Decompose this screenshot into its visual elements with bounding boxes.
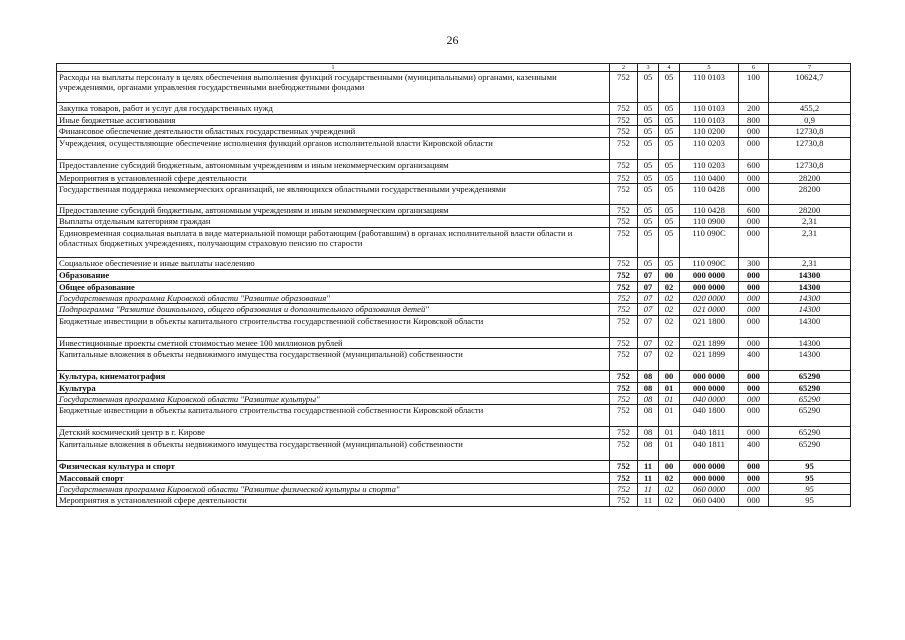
row-code-expense: 000 bbox=[739, 126, 769, 138]
row-code-section: 07 bbox=[638, 293, 659, 304]
row-code-target: 040 1800 bbox=[680, 405, 739, 427]
row-code-subsection: 05 bbox=[659, 115, 680, 126]
table-row bbox=[57, 115, 851, 126]
row-amount: 65290 bbox=[769, 439, 851, 461]
row-name: Мероприятия в установленной сфере деятельности bbox=[57, 173, 610, 184]
row-name: Учреждения, осуществляющие обеспечение исполнения функций органов исполнительной власти Кировской области bbox=[57, 138, 610, 160]
row-amount: 65290 bbox=[769, 383, 851, 394]
row-amount: 65290 bbox=[769, 394, 851, 405]
row-code-target: 000 0000 bbox=[680, 473, 739, 484]
row-code-target: 110 0200 bbox=[680, 126, 739, 138]
row-code-expense: 400 bbox=[739, 439, 769, 461]
row-code-target: 000 0000 bbox=[680, 270, 739, 282]
row-code-section: 05 bbox=[638, 228, 659, 258]
row-code-section: 05 bbox=[638, 173, 659, 184]
row-code-section: 07 bbox=[638, 349, 659, 371]
row-name: Закупка товаров, работ и услуг для государственных нужд bbox=[57, 103, 610, 115]
row-code-ministry: 752 bbox=[610, 258, 638, 270]
row-amount: 14300 bbox=[769, 349, 851, 371]
row-name: Инвестиционные проекты сметной стоимостью менее 100 миллионов рублей bbox=[57, 338, 610, 349]
row-code-target: 000 0000 bbox=[680, 461, 739, 473]
row-amount: 28200 bbox=[769, 184, 851, 205]
row-code-subsection: 05 bbox=[659, 72, 680, 103]
row-amount: 65290 bbox=[769, 427, 851, 439]
table-row bbox=[57, 316, 851, 338]
table-row bbox=[57, 72, 851, 103]
row-code-target: 110 0103 bbox=[680, 103, 739, 115]
budget-table bbox=[56, 63, 851, 507]
row-code-expense: 000 bbox=[739, 394, 769, 405]
row-code-ministry: 752 bbox=[610, 338, 638, 349]
row-name: Общее образование bbox=[57, 282, 610, 293]
row-name: Физическая культура и спорт bbox=[57, 461, 610, 473]
table-row bbox=[57, 258, 851, 270]
row-code-subsection: 02 bbox=[659, 338, 680, 349]
row-code-target: 110 0900 bbox=[680, 216, 739, 228]
row-code-target: 021 1899 bbox=[680, 338, 739, 349]
row-code-subsection: 02 bbox=[659, 473, 680, 484]
row-amount: 28200 bbox=[769, 205, 851, 216]
row-name: Выплаты отдельным категориям граждан bbox=[57, 216, 610, 228]
row-code-subsection: 05 bbox=[659, 138, 680, 160]
row-amount: 95 bbox=[769, 473, 851, 484]
row-code-section: 07 bbox=[638, 282, 659, 293]
column-number: 2 bbox=[610, 64, 638, 72]
row-amount: 2,31 bbox=[769, 216, 851, 228]
column-number: 1 bbox=[57, 64, 610, 72]
row-code-expense: 000 bbox=[739, 282, 769, 293]
row-code-ministry: 752 bbox=[610, 103, 638, 115]
row-code-expense: 000 bbox=[739, 338, 769, 349]
row-amount: 2,31 bbox=[769, 228, 851, 258]
row-code-ministry: 752 bbox=[610, 270, 638, 282]
row-name: Массовый спорт bbox=[57, 473, 610, 484]
row-code-subsection: 05 bbox=[659, 173, 680, 184]
row-code-section: 11 bbox=[638, 495, 659, 507]
row-code-section: 05 bbox=[638, 160, 659, 173]
row-code-expense: 400 bbox=[739, 349, 769, 371]
row-amount: 14300 bbox=[769, 316, 851, 338]
row-code-section: 11 bbox=[638, 461, 659, 473]
row-amount: 28200 bbox=[769, 173, 851, 184]
row-amount: 65290 bbox=[769, 405, 851, 427]
row-code-target: 021 1800 bbox=[680, 316, 739, 338]
row-code-section: 11 bbox=[638, 473, 659, 484]
row-code-ministry: 752 bbox=[610, 126, 638, 138]
row-code-ministry: 752 bbox=[610, 216, 638, 228]
page-number: 26 bbox=[446, 33, 459, 47]
row-code-ministry: 752 bbox=[610, 228, 638, 258]
row-code-target: 110 0400 bbox=[680, 173, 739, 184]
table-row bbox=[57, 138, 851, 160]
row-code-expense: 600 bbox=[739, 205, 769, 216]
row-code-expense: 000 bbox=[739, 495, 769, 507]
row-code-ministry: 752 bbox=[610, 316, 638, 338]
row-code-section: 05 bbox=[638, 205, 659, 216]
row-name: Государственная программа Кировской области "Развитие физической культуры и спорта" bbox=[57, 484, 610, 495]
table-row bbox=[57, 394, 851, 405]
row-code-target: 060 0400 bbox=[680, 495, 739, 507]
row-amount: 12730,8 bbox=[769, 126, 851, 138]
table-row bbox=[57, 103, 851, 115]
row-code-ministry: 752 bbox=[610, 72, 638, 103]
row-code-section: 08 bbox=[638, 383, 659, 394]
row-code-ministry: 752 bbox=[610, 173, 638, 184]
row-code-expense: 000 bbox=[739, 216, 769, 228]
table-row bbox=[57, 205, 851, 216]
row-code-target: 040 1811 bbox=[680, 439, 739, 461]
table-row bbox=[57, 216, 851, 228]
row-code-target: 110 090С bbox=[680, 228, 739, 258]
table-row bbox=[57, 160, 851, 173]
row-amount: 12730,8 bbox=[769, 138, 851, 160]
row-code-subsection: 05 bbox=[659, 160, 680, 173]
row-code-expense: 200 bbox=[739, 103, 769, 115]
row-code-ministry: 752 bbox=[610, 304, 638, 316]
row-code-expense: 000 bbox=[739, 461, 769, 473]
row-code-ministry: 752 bbox=[610, 484, 638, 495]
table-row bbox=[57, 439, 851, 461]
row-code-section: 05 bbox=[638, 103, 659, 115]
row-code-subsection: 02 bbox=[659, 293, 680, 304]
row-code-target: 110 0103 bbox=[680, 72, 739, 103]
row-name: Детский космический центр в г. Кирове bbox=[57, 427, 610, 439]
row-code-subsection: 02 bbox=[659, 484, 680, 495]
row-code-target: 060 0000 bbox=[680, 484, 739, 495]
row-amount: 2,31 bbox=[769, 258, 851, 270]
row-code-subsection: 01 bbox=[659, 394, 680, 405]
row-code-expense: 000 bbox=[739, 270, 769, 282]
row-code-subsection: 05 bbox=[659, 126, 680, 138]
row-code-section: 11 bbox=[638, 484, 659, 495]
row-code-target: 000 0000 bbox=[680, 383, 739, 394]
table-row bbox=[57, 349, 851, 371]
row-code-expense: 000 bbox=[739, 316, 769, 338]
row-code-section: 05 bbox=[638, 72, 659, 103]
table-row bbox=[57, 473, 851, 484]
row-code-expense: 000 bbox=[739, 427, 769, 439]
row-name: Финансовое обеспечение деятельности областных государственных учреждений bbox=[57, 126, 610, 138]
row-code-target: 110 090С bbox=[680, 258, 739, 270]
table-row bbox=[57, 495, 851, 507]
row-code-expense: 000 bbox=[739, 173, 769, 184]
row-name: Социальное обеспечение и иные выплаты населению bbox=[57, 258, 610, 270]
row-code-expense: 000 bbox=[739, 371, 769, 383]
row-code-ministry: 752 bbox=[610, 439, 638, 461]
row-code-section: 05 bbox=[638, 138, 659, 160]
row-code-expense: 000 bbox=[739, 484, 769, 495]
row-code-section: 05 bbox=[638, 216, 659, 228]
table-row bbox=[57, 461, 851, 473]
row-amount: 14300 bbox=[769, 270, 851, 282]
row-code-ministry: 752 bbox=[610, 383, 638, 394]
table-body bbox=[57, 64, 851, 507]
row-code-ministry: 752 bbox=[610, 461, 638, 473]
table-row bbox=[57, 270, 851, 282]
row-name: Государственная программа Кировской области "Развитие образования" bbox=[57, 293, 610, 304]
row-code-subsection: 05 bbox=[659, 184, 680, 205]
table-row bbox=[57, 484, 851, 495]
table-row bbox=[57, 338, 851, 349]
row-code-section: 05 bbox=[638, 184, 659, 205]
row-code-ministry: 752 bbox=[610, 473, 638, 484]
row-code-expense: 000 bbox=[739, 383, 769, 394]
row-amount: 14300 bbox=[769, 293, 851, 304]
row-code-section: 07 bbox=[638, 304, 659, 316]
row-code-target: 110 0428 bbox=[680, 205, 739, 216]
row-code-subsection: 05 bbox=[659, 205, 680, 216]
row-code-section: 08 bbox=[638, 394, 659, 405]
row-code-section: 07 bbox=[638, 338, 659, 349]
row-code-section: 05 bbox=[638, 126, 659, 138]
row-name: Мероприятия в установленной сфере деятельности bbox=[57, 495, 610, 507]
table-row bbox=[57, 405, 851, 427]
row-code-ministry: 752 bbox=[610, 495, 638, 507]
column-number: 3 bbox=[638, 64, 659, 72]
row-amount: 12730,8 bbox=[769, 160, 851, 173]
row-code-expense: 100 bbox=[739, 72, 769, 103]
row-code-target: 000 0000 bbox=[680, 282, 739, 293]
row-amount: 65290 bbox=[769, 371, 851, 383]
row-code-subsection: 00 bbox=[659, 461, 680, 473]
row-code-subsection: 00 bbox=[659, 371, 680, 383]
row-code-expense: 000 bbox=[739, 473, 769, 484]
row-name: Культура bbox=[57, 383, 610, 394]
row-name: Культура, кинематография bbox=[57, 371, 610, 383]
row-code-target: 110 0428 bbox=[680, 184, 739, 205]
table-row bbox=[57, 228, 851, 258]
row-code-target: 021 1899 bbox=[680, 349, 739, 371]
row-code-ministry: 752 bbox=[610, 371, 638, 383]
row-code-expense: 000 bbox=[739, 228, 769, 258]
row-code-ministry: 752 bbox=[610, 394, 638, 405]
row-code-target: 110 0203 bbox=[680, 138, 739, 160]
row-code-ministry: 752 bbox=[610, 160, 638, 173]
row-code-section: 07 bbox=[638, 316, 659, 338]
row-name: Государственная программа Кировской области "Развитие культуры" bbox=[57, 394, 610, 405]
column-number: 5 bbox=[680, 64, 739, 72]
row-code-subsection: 02 bbox=[659, 349, 680, 371]
row-code-expense: 000 bbox=[739, 405, 769, 427]
row-code-ministry: 752 bbox=[610, 205, 638, 216]
row-code-subsection: 05 bbox=[659, 216, 680, 228]
row-code-target: 000 0000 bbox=[680, 371, 739, 383]
row-name: Бюджетные инвестиции в объекты капитального строительства государственной собственности Кировской области bbox=[57, 405, 610, 427]
table-row bbox=[57, 304, 851, 316]
row-code-subsection: 02 bbox=[659, 316, 680, 338]
row-code-section: 05 bbox=[638, 115, 659, 126]
row-code-subsection: 02 bbox=[659, 304, 680, 316]
row-code-target: 020 0000 bbox=[680, 293, 739, 304]
row-code-expense: 800 bbox=[739, 115, 769, 126]
row-code-target: 040 1811 bbox=[680, 427, 739, 439]
row-code-subsection: 05 bbox=[659, 228, 680, 258]
row-code-section: 08 bbox=[638, 371, 659, 383]
row-code-subsection: 01 bbox=[659, 383, 680, 394]
row-code-section: 08 bbox=[638, 439, 659, 461]
row-name: Расходы на выплаты персоналу в целях обеспечения выполнения функций государственными (муниципальными) органами, казенными учреждениями, органами управления государственными внебюджетными фондами bbox=[57, 72, 610, 103]
row-name: Предоставление субсидий бюджетным, автономным учреждениям и иным некоммерческим организациям bbox=[57, 205, 610, 216]
row-name: Государственная поддержка некоммерческих организаций, не являющихся областными государственными учреждениями bbox=[57, 184, 610, 205]
table-row bbox=[57, 126, 851, 138]
row-name: Образование bbox=[57, 270, 610, 282]
row-code-subsection: 05 bbox=[659, 258, 680, 270]
row-amount: 14300 bbox=[769, 282, 851, 293]
row-code-subsection: 01 bbox=[659, 427, 680, 439]
row-amount: 95 bbox=[769, 495, 851, 507]
table-row bbox=[57, 371, 851, 383]
table-row bbox=[57, 383, 851, 394]
row-code-subsection: 00 bbox=[659, 270, 680, 282]
row-code-ministry: 752 bbox=[610, 282, 638, 293]
row-amount: 14300 bbox=[769, 338, 851, 349]
table-row bbox=[57, 173, 851, 184]
row-amount: 455,2 bbox=[769, 103, 851, 115]
row-code-ministry: 752 bbox=[610, 138, 638, 160]
column-number: 4 bbox=[659, 64, 680, 72]
row-code-expense: 000 bbox=[739, 184, 769, 205]
row-name: Единовременная социальная выплата в виде материальной помощи работающим (работавшим) в органах исполнительной власти области и областных бюджетных учреждениях, получающим страховую пенсию по старости bbox=[57, 228, 610, 258]
row-code-target: 110 0203 bbox=[680, 160, 739, 173]
row-code-target: 021 0000 bbox=[680, 304, 739, 316]
row-code-subsection: 02 bbox=[659, 495, 680, 507]
table-row bbox=[57, 427, 851, 439]
row-code-ministry: 752 bbox=[610, 349, 638, 371]
row-code-ministry: 752 bbox=[610, 405, 638, 427]
row-name: Иные бюджетные ассигнования bbox=[57, 115, 610, 126]
row-code-ministry: 752 bbox=[610, 115, 638, 126]
row-code-subsection: 05 bbox=[659, 103, 680, 115]
row-amount: 95 bbox=[769, 461, 851, 473]
row-code-expense: 000 bbox=[739, 293, 769, 304]
table-row bbox=[57, 282, 851, 293]
row-code-section: 07 bbox=[638, 270, 659, 282]
row-name: Капитальные вложения в объекты недвижимого имущества государственной (муниципальной) собственности bbox=[57, 349, 610, 371]
row-code-expense: 600 bbox=[739, 160, 769, 173]
row-code-section: 08 bbox=[638, 405, 659, 427]
row-name: Капитальные вложения в объекты недвижимого имущества государственной (муниципальной) собственности bbox=[57, 439, 610, 461]
row-amount: 95 bbox=[769, 484, 851, 495]
column-number-row bbox=[57, 64, 851, 72]
row-amount: 14300 bbox=[769, 304, 851, 316]
row-name: Бюджетные инвестиции в объекты капитального строительства государственной собственности Кировской области bbox=[57, 316, 610, 338]
row-code-ministry: 752 bbox=[610, 427, 638, 439]
table-row bbox=[57, 184, 851, 205]
row-code-expense: 000 bbox=[739, 138, 769, 160]
row-code-ministry: 752 bbox=[610, 184, 638, 205]
column-number: 6 bbox=[739, 64, 769, 72]
row-amount: 0,9 bbox=[769, 115, 851, 126]
column-number: 7 bbox=[769, 64, 851, 72]
row-amount: 10624,7 bbox=[769, 72, 851, 103]
row-name: Предоставление субсидий бюджетным, автономным учреждениям и иным некоммерческим организациям bbox=[57, 160, 610, 173]
row-code-expense: 000 bbox=[739, 304, 769, 316]
row-code-subsection: 01 bbox=[659, 439, 680, 461]
row-code-section: 05 bbox=[638, 258, 659, 270]
row-code-subsection: 01 bbox=[659, 405, 680, 427]
row-code-section: 08 bbox=[638, 427, 659, 439]
row-name: Подпрограмма "Развитие дошкольного, общего образования и дополнительного образования детей" bbox=[57, 304, 610, 316]
row-code-expense: 300 bbox=[739, 258, 769, 270]
row-code-target: 040 0000 bbox=[680, 394, 739, 405]
row-code-target: 110 0103 bbox=[680, 115, 739, 126]
row-code-ministry: 752 bbox=[610, 293, 638, 304]
table-row bbox=[57, 293, 851, 304]
row-code-subsection: 02 bbox=[659, 282, 680, 293]
